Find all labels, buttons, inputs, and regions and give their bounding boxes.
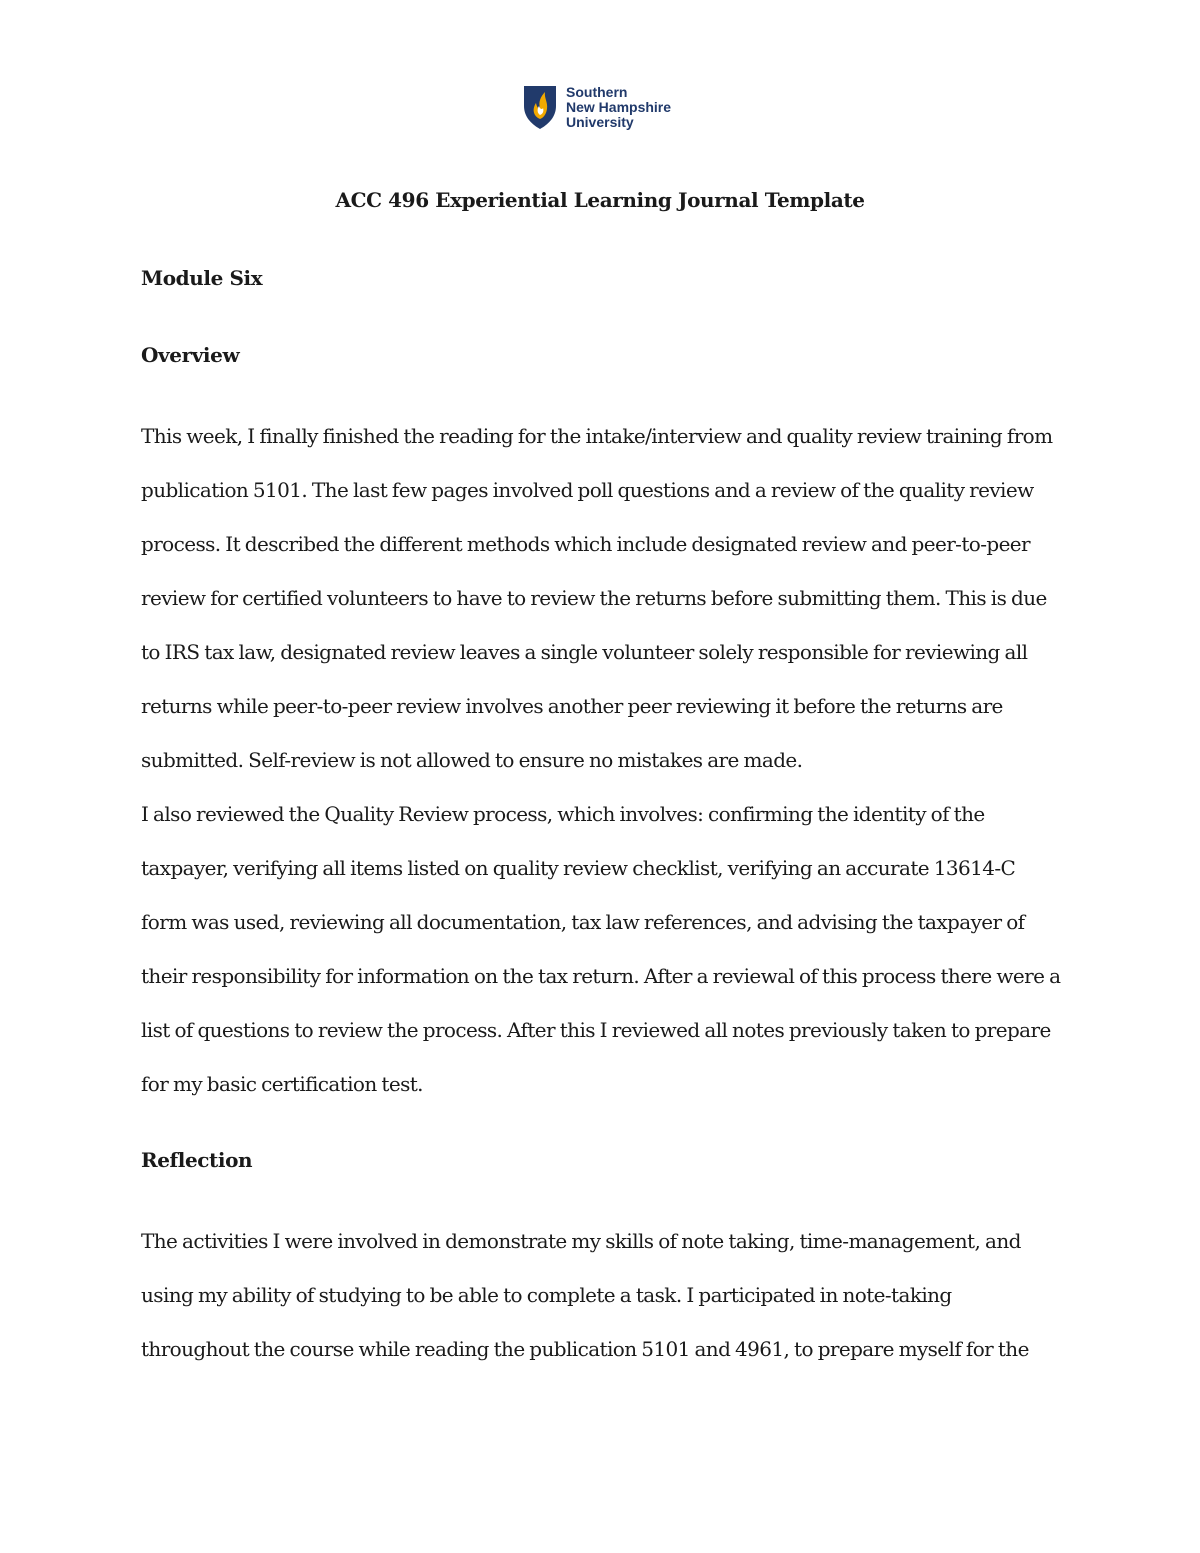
logo-line-2: New Hampshire	[566, 98, 672, 115]
text-line: their responsibility for information on the tax return. After a reviewal of this process there were a	[141, 964, 1061, 988]
text-line: form was used, reviewing all documentation, tax law references, and advising the taxpayer of	[141, 910, 1025, 934]
text-line: The activities I were involved in demonstrate my skills of note taking, time-management, and	[141, 1229, 1021, 1253]
overview-paragraph	[141, 421, 1101, 1123]
university-logo	[522, 84, 671, 130]
text-line: This week, I finally finished the reading for the intake/interview and quality review training from	[141, 424, 1053, 448]
text-line: using my ability of studying to be able to complete a task. I participated in note-taking	[141, 1283, 952, 1307]
logo-wordmark	[566, 85, 671, 130]
text-line: process. It described the different methods which include designated review and peer-to-peer	[141, 532, 1031, 556]
text-line: throughout the course while reading the publication 5101 and 4961, to prepare myself for the	[141, 1337, 1029, 1361]
text-line: returns while peer-to-peer review involves another peer reviewing it before the returns are	[141, 694, 1003, 718]
logo-line-1: Southern	[566, 83, 628, 100]
module-heading: Module Six	[141, 266, 263, 290]
text-line: for my basic certification test.	[141, 1072, 423, 1096]
text-line: I also reviewed the Quality Review process, which involves: confirming the identity of the	[141, 802, 985, 826]
reflection-heading: Reflection	[141, 1148, 253, 1172]
text-line: publication 5101. The last few pages involved poll questions and a review of the quality review	[141, 478, 1034, 502]
text-line: to IRS tax law, designated review leaves a single volunteer solely responsible for reviewing all	[141, 640, 1028, 664]
text-line: list of questions to review the process. After this I reviewed all notes previously taken to prepare	[141, 1018, 1051, 1042]
text-line: taxpayer, verifying all items listed on quality review checklist, verifying an accurate 13614-C	[141, 856, 1016, 880]
text-line: review for certified volunteers to have to review the returns before submitting them. This is due	[141, 586, 1047, 610]
text-line: submitted. Self-review is not allowed to ensure no mistakes are made.	[141, 748, 803, 772]
logo-line-3: University	[566, 113, 634, 130]
reflection-paragraph	[141, 1226, 1101, 1388]
overview-heading: Overview	[141, 343, 240, 367]
document-title: ACC 496 Experiential Learning Journal Template	[335, 188, 865, 212]
flame-shield-icon	[522, 84, 558, 130]
